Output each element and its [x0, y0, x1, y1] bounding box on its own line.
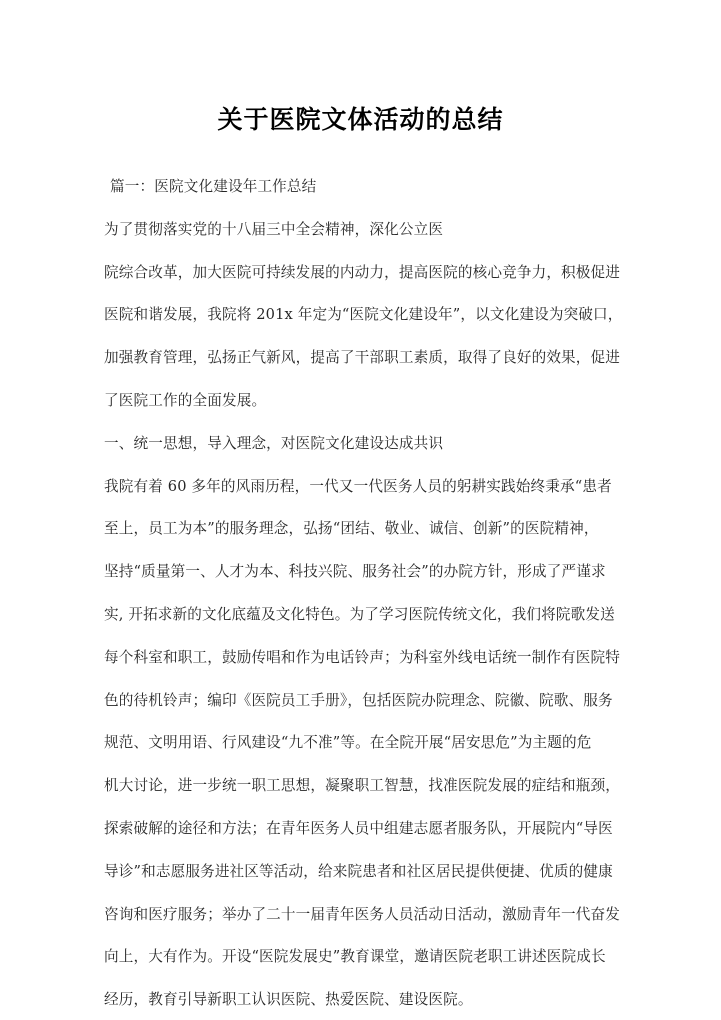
paragraph-line: 了医院工作的全面发展。: [104, 391, 267, 409]
paragraph-line: 我院有着 60 多年的风雨历程，一代又一代医务人员的躬耕实践始终秉承“患者: [104, 477, 612, 495]
section-heading: 一、统一思想，导入理念，对医院文化建设达成共识: [104, 434, 444, 452]
paragraph-line: 探索破解的途径和方法；在青年医务人员中组建志愿者服务队，开展院内“导医: [104, 819, 613, 837]
page-title: 关于医院文体活动的总结: [217, 104, 504, 134]
paragraph-line: 院综合改革，加大医院可持续发展的内动力，提高医院的核心竞争力，积极促进: [104, 263, 621, 281]
paragraph-line: 每个科室和职工，鼓励传唱和作为电话铃声；为科室外线电话统一制作有医院特: [104, 648, 621, 666]
paragraph-line: 加强教育管理，弘扬正气新风，提高了干部职工素质，取得了良好的效果，促进: [104, 349, 621, 367]
document-body: [104, 166, 623, 1020]
paragraph-line: 导诊”和志愿服务进社区等活动，给来院患者和社区居民提供便捷、优质的健康: [104, 862, 613, 880]
paragraph-line: 实, 开拓求新的文化底蕴及文化特色。为了学习医院传统文化，我们将院歌发送: [104, 605, 615, 623]
paragraph-line: 色的待机铃声；编印《医院员工手册》，包括医院办院理念、院徽、院歌、服务: [104, 691, 613, 709]
paragraph-line: 坚持“质量第一、人才为本、科技兴院、服务社会”的办院方针，形成了严谨求: [104, 563, 606, 581]
paragraph-line: 至上，员工为本”的服务理念，弘扬“团结、敬业、诚信、创新”的医院精神，: [104, 520, 599, 538]
paragraph-line: 向上，大有作为。开设“医院发展史”教育课堂，邀请医院老职工讲述医院成长: [104, 948, 606, 966]
paragraph-line: 机大讨论，进一步统一职工思想，凝聚职工智慧，找准医院发展的症结和瓶颈，: [104, 777, 621, 795]
document-subtitle: 篇一：医院文化建设年工作总结: [110, 178, 317, 195]
paragraph-line: 为了贯彻落实党的十八届三中全会精神，深化公立医: [104, 220, 444, 238]
paragraph-line: 规范、文明用语、行风建设“九不准”等。在全院开展“居安思危”为主题的危: [104, 734, 592, 752]
paragraph-line: 经历，教育引导新职工认识医院、热爱医院、建设医院。: [104, 991, 473, 1009]
paragraph-line: 咨询和医疗服务；举办了二十一届青年医务人员活动日活动，激励青年一代奋发: [104, 905, 621, 923]
paragraph-line: 医院和谐发展，我院将 201x 年定为“医院文化建设年”，以文化建设为突破口，: [104, 306, 623, 324]
